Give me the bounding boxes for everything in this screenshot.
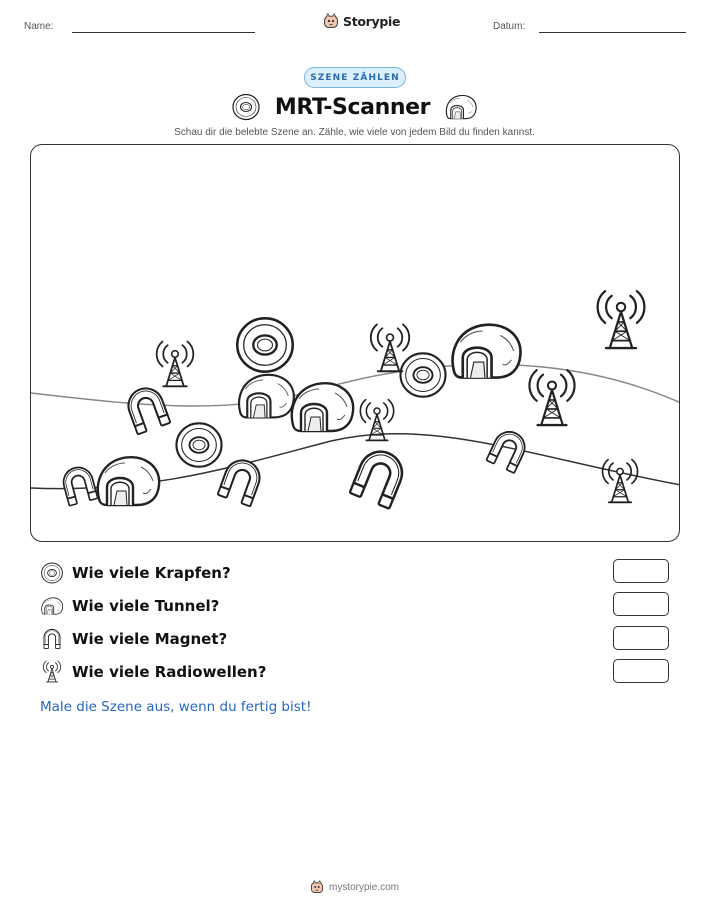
scene-radio-tower — [157, 342, 194, 387]
tunnel-icon — [444, 93, 478, 121]
scene-tunnel — [98, 457, 159, 505]
name-label: Name: — [24, 21, 54, 32]
coloring-instruction: Male die Szene aus, wenn du fertig bist! — [40, 699, 312, 715]
counting-scene — [30, 144, 680, 542]
footer-site: mystorypie.com — [328, 881, 399, 893]
mascot-icon — [323, 13, 339, 29]
question-tunnel — [40, 594, 219, 618]
question-text: Wie viele Tunnel? — [72, 597, 220, 615]
answer-box-radiowellen[interactable] — [613, 659, 669, 683]
scene-magnet — [60, 464, 97, 506]
magnet-icon — [40, 627, 64, 651]
instructions: Schau dir die belebte Szene an. Zähle, wie viele von jedem Bild du finden kannst. — [174, 127, 535, 138]
question-text: Wie viele Krapfen? — [72, 564, 231, 582]
date-line[interactable] — [539, 32, 686, 33]
scene-tunnel — [453, 325, 521, 378]
page-title: MRT-Scanner — [274, 94, 431, 120]
date-label: Datum: — [493, 21, 526, 32]
scene-radio-tower — [602, 460, 637, 503]
scene-donut — [237, 318, 292, 371]
scene-magnet — [218, 456, 265, 507]
horizon-line — [31, 364, 680, 406]
brand-logo — [323, 13, 400, 29]
mascot-icon — [310, 880, 324, 894]
question-krapfen — [40, 561, 231, 585]
question-text: Wie viele Magnet? — [72, 630, 228, 648]
scene-tunnel — [292, 383, 353, 431]
title-row — [0, 92, 709, 122]
question-radiowellen — [40, 660, 266, 684]
tunnel-icon — [40, 594, 64, 618]
donut-icon — [231, 92, 261, 122]
name-line[interactable] — [72, 32, 255, 33]
brand-name: Storypie — [343, 13, 401, 29]
answer-box-krapfen[interactable] — [613, 559, 669, 583]
scene-magnet — [350, 445, 409, 508]
answer-box-magnet[interactable] — [613, 626, 669, 650]
question-magnet — [40, 627, 227, 651]
scene-tunnel — [239, 375, 294, 418]
scene-magnet — [124, 384, 171, 435]
radio-tower-icon — [40, 660, 64, 684]
scene-radio-tower — [529, 370, 574, 425]
category-badge: SZENE ZÄHLEN — [304, 67, 406, 88]
donut-icon — [40, 561, 64, 585]
footer — [0, 880, 709, 894]
scene-donut — [400, 353, 445, 396]
answer-box-tunnel[interactable] — [613, 592, 669, 616]
scene-donut — [176, 423, 221, 466]
scene-radio-tower — [598, 291, 645, 348]
question-text: Wie viele Radiowellen? — [72, 663, 267, 681]
scene-magnet — [486, 427, 529, 473]
